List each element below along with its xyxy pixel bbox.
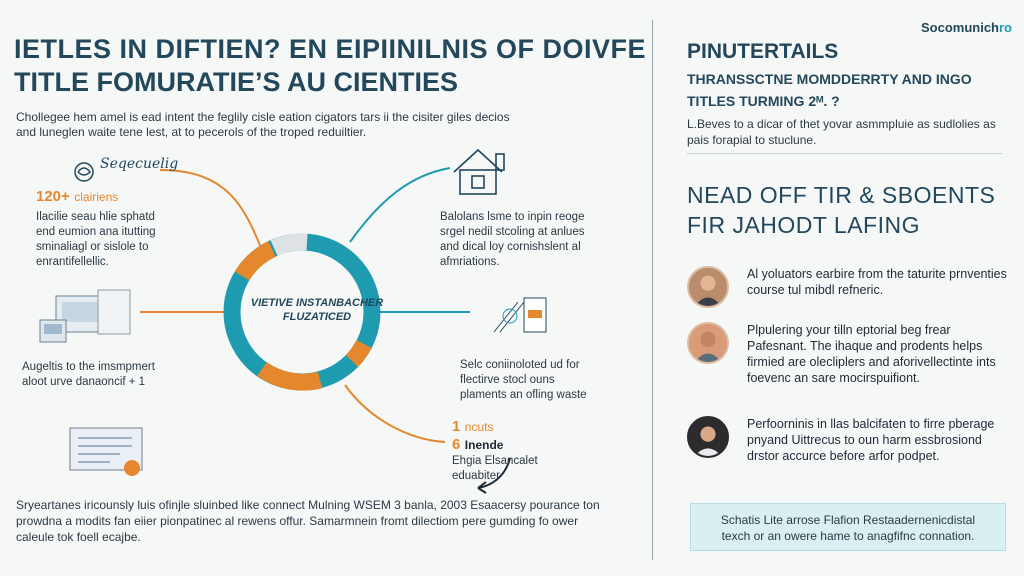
testimonial-1 [687,266,1007,308]
right-bottom-text: Ehgia Elsancalet eduabiter [452,455,538,482]
tools-icon [494,298,546,332]
script-label: Seqecuelig [100,156,179,172]
stat-label-1: ncuts [464,420,494,434]
ring-segment-grey [274,242,307,248]
left-mid-text: Augeltis to the imsmpmert aloot urve danaoncif + 1 [22,361,155,388]
bottom-paragraph: Sryeartanes iricounsly luis ofinjle sluinbed like connect Mulning WSEM 3 banla, 2003 Esaacersy pourance ton prowdna a modits fan eiier pionpatinec al rewens offur. Samarmnein fromt dilectiom pere gumding fo ower caleule tok foell ecajbe. [16,498,600,544]
connector-right-bottom [345,385,445,442]
avatar [687,322,729,364]
testimonial-text: Plpulering your tilln eptorial beg frear Pafesnant. The ihaque and prodents helps firmied are olecliplers and aforivellectinte ints foevenc an sare mocirspuifiont. [747,323,996,385]
stat-value-1: 1 [452,418,461,435]
brand-logo: Socomunichro [920,20,1012,35]
right-paragraph: L.Beves to a dicar of thet yovar asmmpluie as sudlolies as pais forapial to stuclune. [687,117,996,147]
right-mid-text: Selc coniinoloted ud for flectirve stocl ouns plaments an ofling waste [460,359,587,401]
stat-label: clairiens [74,190,119,204]
ring-segment-orange-right [352,344,364,361]
stat-label-2: Inende [464,438,504,452]
testimonial-text: Perfoorninis in llas balcifaten to firre pberage pnyand Uittrecus to oun harm essbrosiond drstor accurce before arfor podpet. [747,417,995,463]
diagram-center-label: VIETIVE INSTANBACHER FLUZATICED [250,297,384,323]
testimonial-2 [687,322,1007,386]
avatar [687,416,729,458]
testimonial-text: Al yoluators earbire from the taturite prnventies course tul mibdl refneric. [747,267,1007,297]
house-icon [454,150,504,194]
intro-paragraph: Chollegee hem amel is ead intent the feglily cisle eation cigators tars ii the cisiter giles decios and luneglen waite tene lest, at to pecerols of the troped reduiltier. [16,110,510,139]
devices-icon [40,290,130,342]
left-top-text: Ilacilie seau hlie sphatd end eumion ana itutting sminaliagl or sislole to enrantifellellic. [36,211,156,268]
connector-right-top [350,168,450,242]
signature-icon [75,163,93,181]
stat-value-2: 6 [452,436,461,453]
avatar [687,266,729,308]
callout-box: Schatis Lite arrose Flafion Restaadernenicdistal texch or an owere hame to anagfifnc connation. [690,503,1006,551]
column-divider [652,20,653,560]
document-icon [70,428,142,476]
right-top-text: Balolans lsme to inpin reoge srgel nedil stcoling at anlues and dical loy cornishslent al afmriations. [440,211,585,268]
page-headline: IETLES IN DIFTIEN? EN EIPIINILNIS OF DOIVFE [14,34,647,64]
right-subtitle: THRANSSCTNE MOMDDERRTY AND INGO TITLES TURMING 2ᴹ. ? [687,71,972,109]
right-bottom-block [452,418,592,484]
right-title: PINUTERTAILS [687,40,839,63]
stat-value: 120+ [36,188,70,205]
ring-segment-orange-top [242,249,272,276]
section-divider [687,153,1002,154]
ring-segment-orange-bottom [262,369,320,382]
left-top-block [36,188,176,270]
page-subheadline: TITLE FOMURATIE’S AU CIENTIES [14,67,458,97]
testimonial-3 [687,416,1007,464]
section-title: NEAD OFF TIR & SBOENTS FIR JAHODT LAFING [687,182,996,238]
